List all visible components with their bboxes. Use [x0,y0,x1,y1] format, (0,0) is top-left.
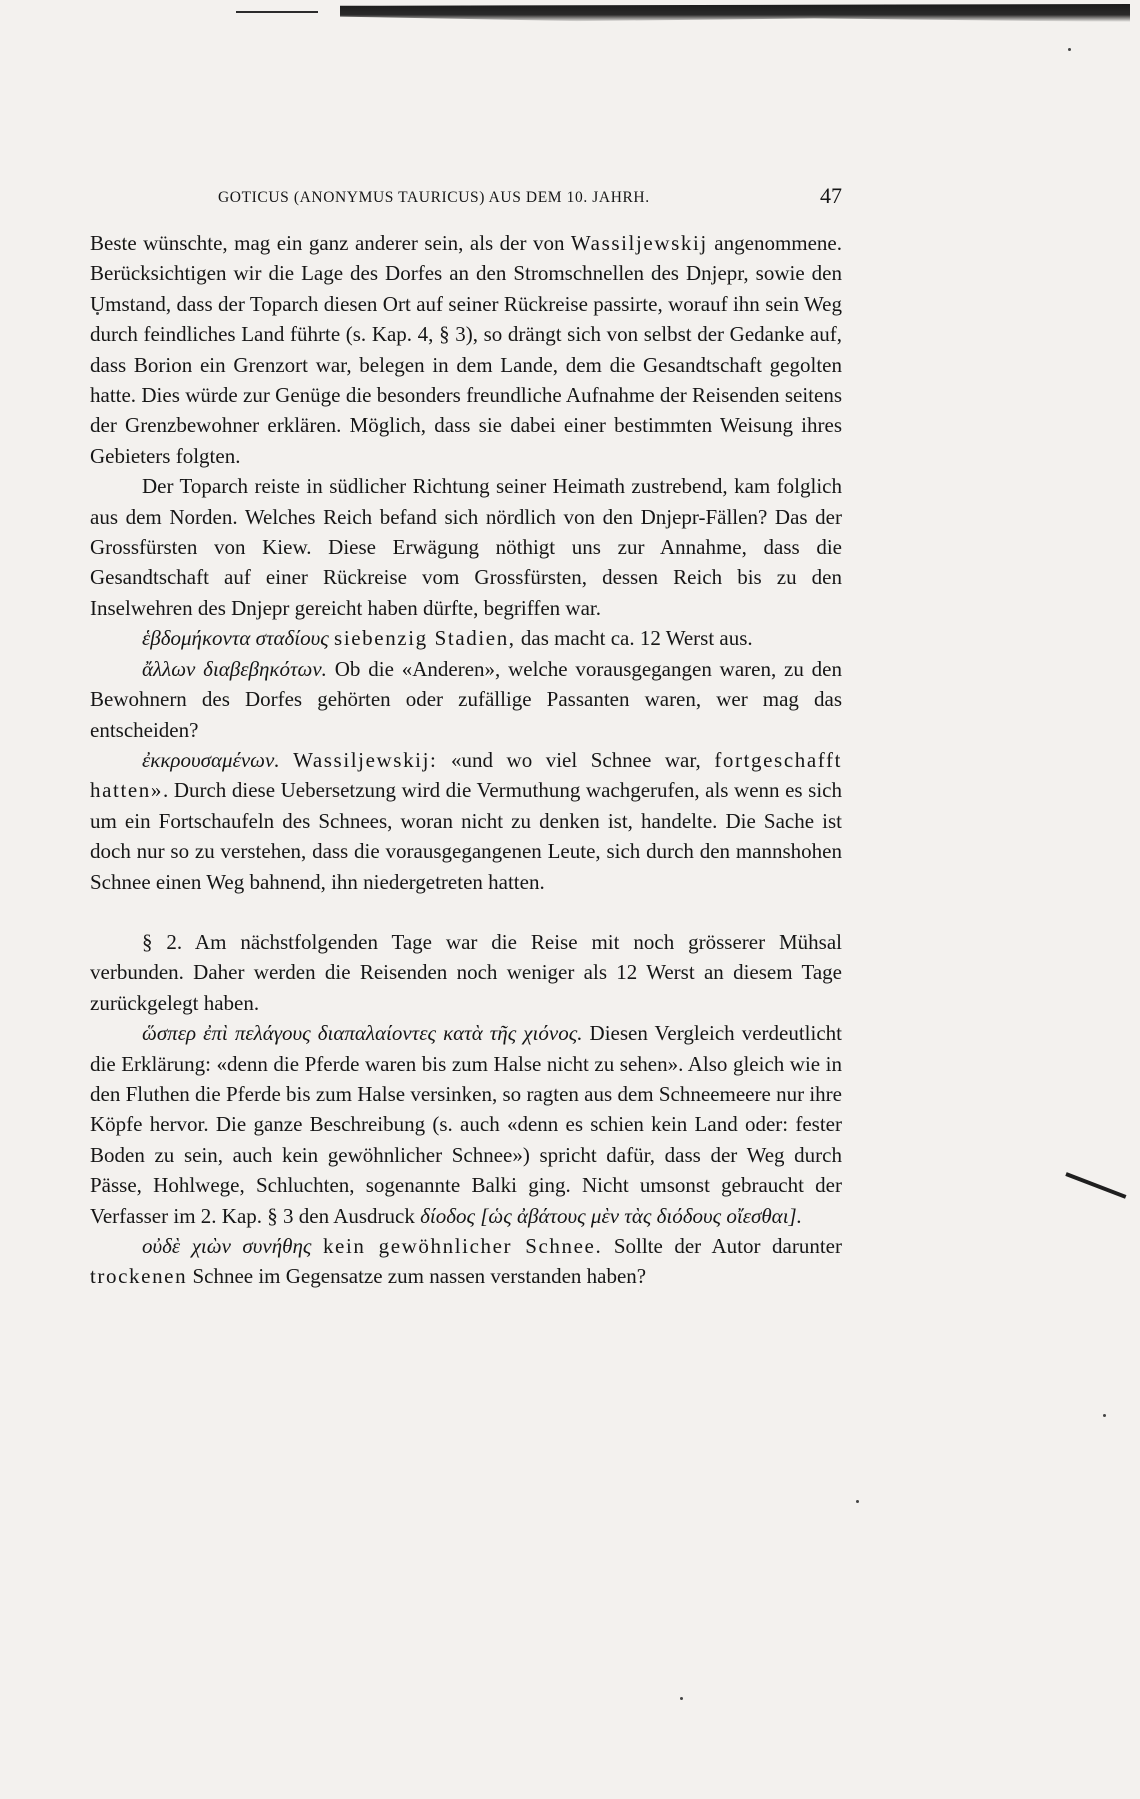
text-run: Diesen Vergleich verdeutlicht die Erklärung: «denn die Pferde waren bis zum Halse nicht zu sehen». Also gleich wie in den Fluthen die Pferde bis zum Halse versinken, so ragten aus dem Schneemeere nur ihre Köpfe hervor. Die ganze Beschreibung (s. auch «denn es schien kein Land oder: fester Boden zu sein, auch kein gewöhnlicher Schnee») spricht dafür, dass der Weg durch Pässe, Hohlwege, Schluchten, sogenannte Balki ging. Nicht umsonst gebraucht der Verfasser im 2. Kap. § 3 den Ausdruck [90,1021,843,1228]
text-run: angenommene. Berücksichtigen wir die Lage des Dorfes an den Stromschnellen des Dnjepr, sowie den Umstand, dass der Toparch diesen Ort auf seiner Rückreise passirte, worauf ihn sein Weg durch feindliches Land führte (s. Kap. 4, § 3), so drängt sich von selbst der Gedanke auf, dass Borion ein Grenzort war, belegen in dem Lande, dem die Gesandtschaft gegolten hatte. Dies würde zur Genüge die besonders freundliche Aufnahme der Reisenden seitens der Grenzbewohner erklären. Möglich, dass sie dabei einer bestimmten Weisung ihres Gebieters folgten. [90,231,843,468]
paragraph [90,654,842,745]
greek-quotation: ἄλλων διαβεβηκότων. [142,656,327,681]
text-run: Sollte der Autor darunter [602,1234,842,1258]
body-text [90,228,842,1292]
running-title: GOTICUS (ANONYMUS TAURICUS) AUS DEM 10. JAHRH. [218,189,650,206]
greek-quotation: ὥσπερ ἐπὶ πελάγους διαπαλαίοντες κατὰ τῆς χιόνος. [142,1021,583,1046]
spaced-emphasis: siebenzig Stadien, [334,626,516,651]
spaced-emphasis: kein gewöhnlicher Schnee. [322,1234,603,1258]
speck [1103,1414,1106,1417]
paragraph [90,471,842,623]
text-run: § 2. Am nächstfolgenden Tage war die Reise mit noch grösserer Mühsal verbunden. Daher werden die Reisenden noch weniger als 12 Werst an diesem Tage zurückgelegt haben. [90,929,842,1015]
spaced-emphasis: fortgeschafft hatten» [90,747,843,803]
paragraph [90,745,842,897]
greek-quotation: οὐδὲ χιὼν συνήθης [142,1234,312,1258]
greek-quotation: ἑβδομήκοντα σταδίους [142,626,329,651]
paragraph [90,228,842,471]
text-run: das macht ca. 12 Werst aus. [515,626,753,651]
text-run: . Durch diese Uebersetzung wird die Vermuthung wachgerufen, als wenn es sich um ein Fortschaufeln des Schnees, woran nicht zu denken ist, handelte. Die Sache ist doch nur so zu verstehen, dass die vorausgegangenen Leute, sich durch den mannshohen Schnee einen Weg bahnend, ihn niedergetreten hatten. [90,778,842,894]
speck [680,1697,683,1700]
spaced-emphasis: trockenen [90,1264,188,1289]
margin-stroke-mark [1065,1172,1126,1199]
spaced-emphasis: Wassiljewskij [570,231,708,255]
text-run: Schnee im Gegensatze zum nassen verstanden haben? [187,1264,647,1289]
speck [1068,48,1071,51]
text-run [280,748,294,772]
text-run: «und wo viel Schnee war, [437,747,715,772]
text-run [311,1234,323,1258]
text-run: Der Toparch reiste in südlicher Richtung seiner Heimath zustrebend, kam folglich aus dem Norden. Welches Reich befand sich nördlich von den Dnjepr-Fällen? Das der Grossfürsten von Kiew. Diese Erwägung nöthigt uns zur Annahme, dass die Gesandtschaft auf einer Rückreise vom Grossfürsten, dessen Reich bis zu den Inselwehren des Dnjepr gereicht haben dürfte, begriffen war. [90,474,842,620]
paragraph [90,623,842,653]
scan-artifact-dash [236,11,318,13]
page-number: 47 [820,183,842,208]
paragraph [90,1018,842,1231]
greek-quotation: ἐκκρουσαμένων. [142,747,280,772]
paragraph [90,927,842,1018]
greek-quotation: δίοδος [ὡς ἀβάτους μὲν τὰς διόδους οἴεσθαι]. [420,1203,802,1228]
speck [856,1500,859,1503]
scan-artifact-bar [340,4,1130,22]
spaced-emphasis: Wassiljewskij: [293,747,438,772]
text-run: Ob die «Anderen», welche vorausgegangen waren, zu den Bewohnern des Dorfes gehörten oder zufällige Passanten waren, wer mag das entscheiden? [90,656,842,742]
page-header [90,183,842,217]
paragraph [90,1231,842,1292]
text-run: Beste wünschte, mag ein ganz anderer sein, als der von [90,231,571,255]
